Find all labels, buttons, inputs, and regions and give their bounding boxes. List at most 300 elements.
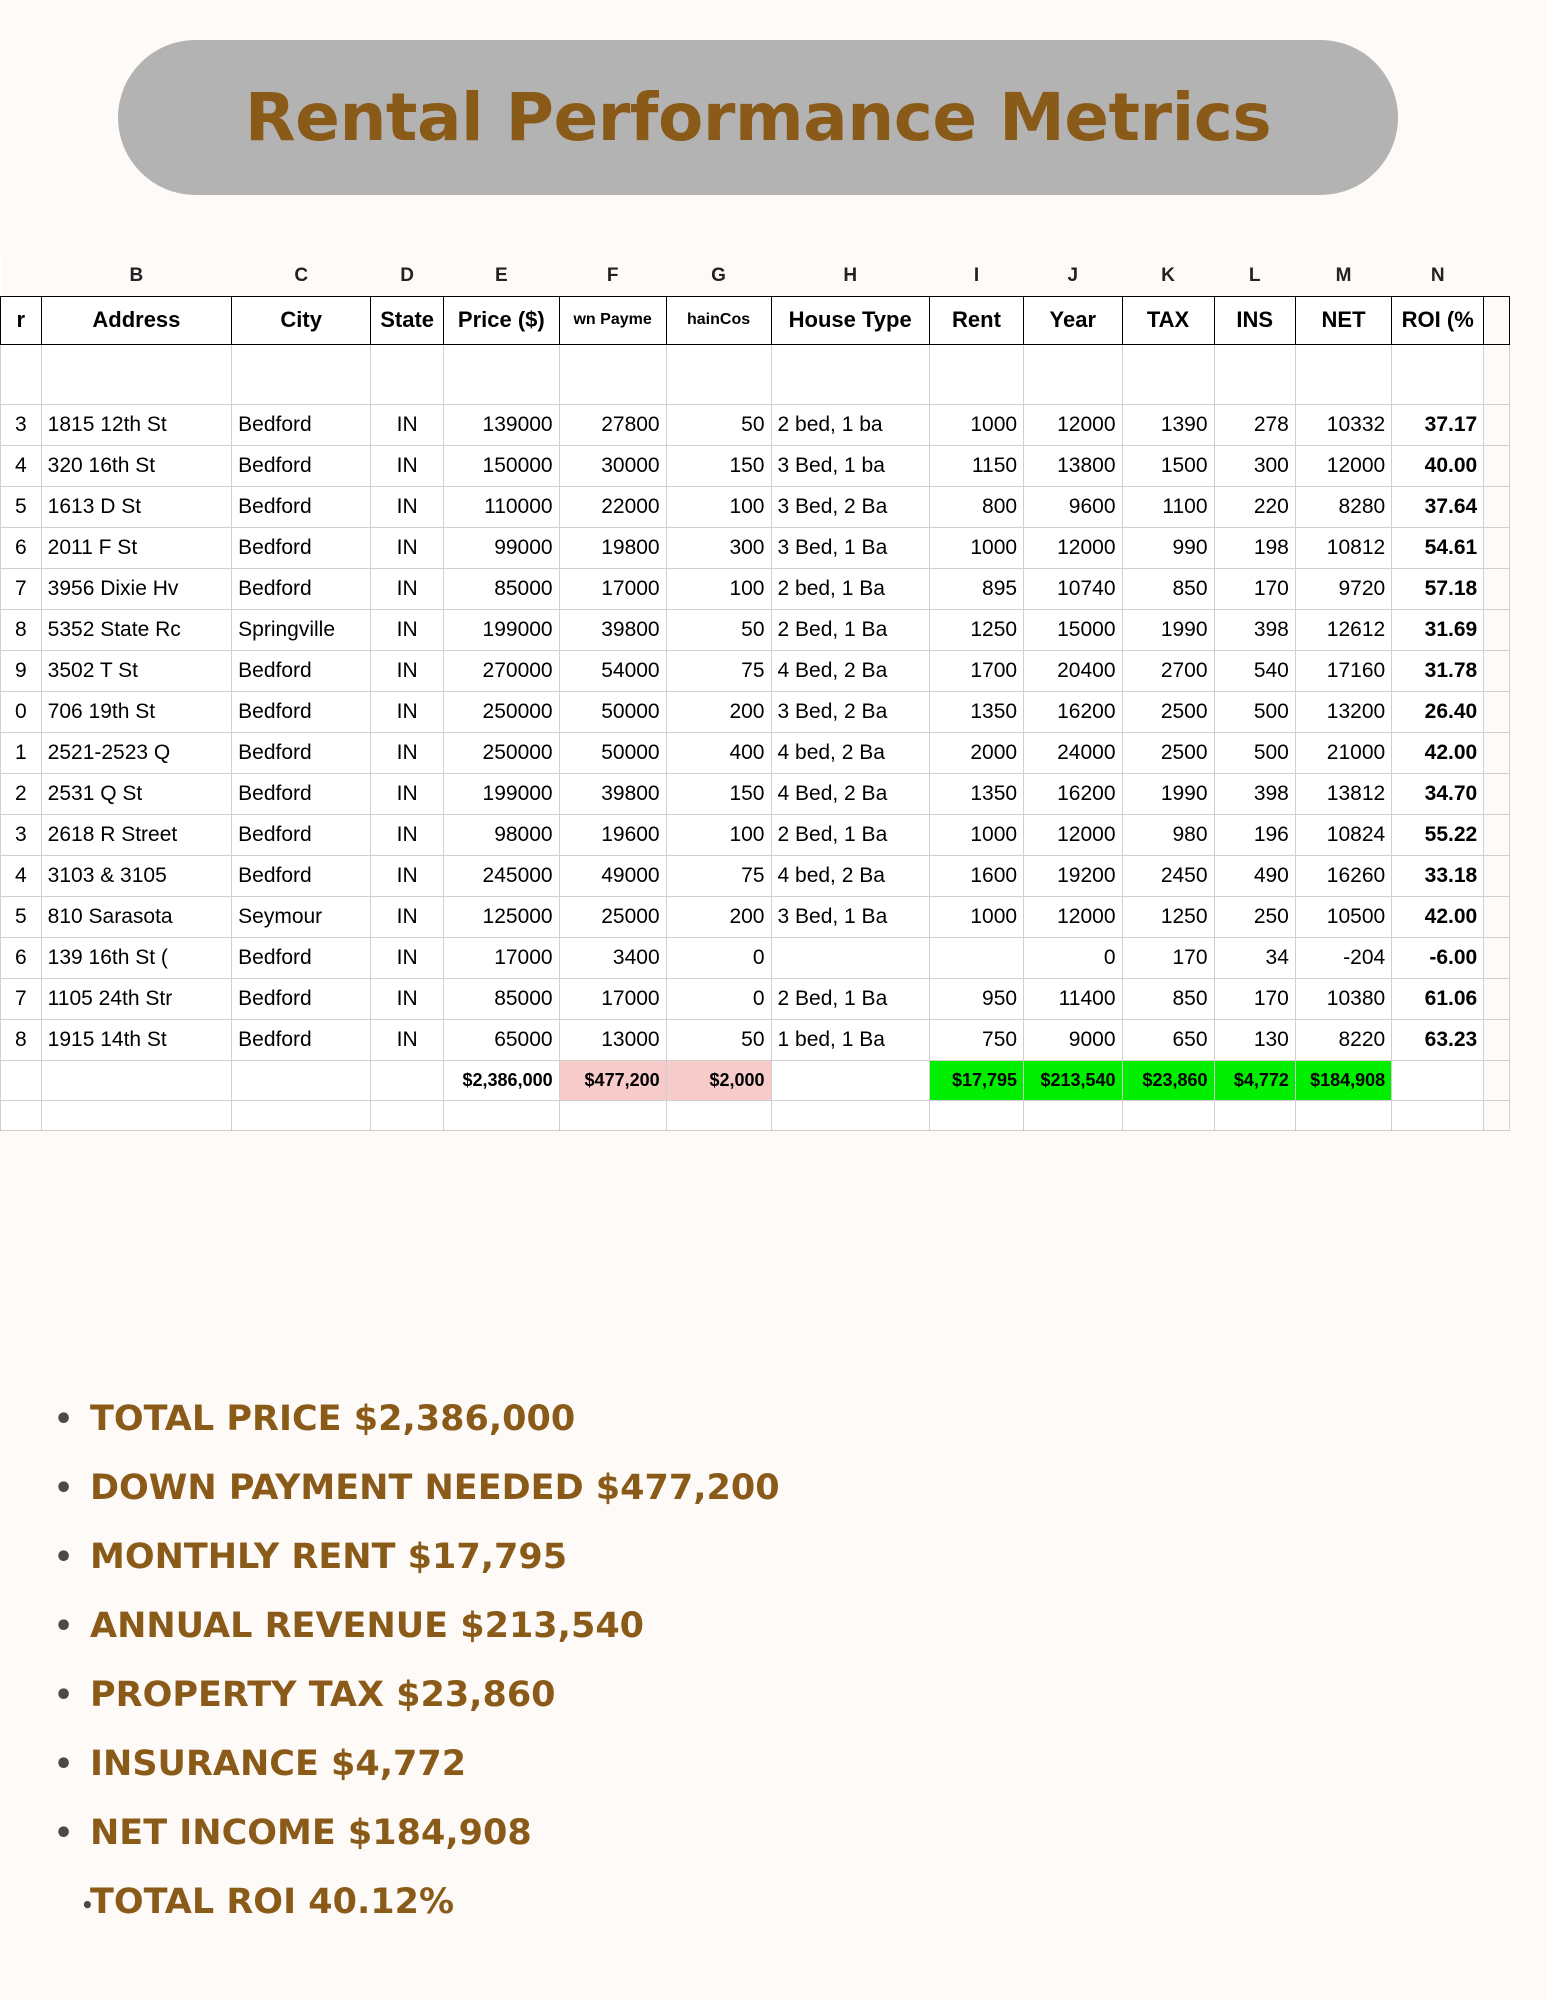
cell-price: 270000 — [444, 650, 560, 691]
cell-address: 1105 24th Str — [41, 978, 231, 1019]
cell-year: 19200 — [1024, 855, 1122, 896]
cell-house-type: 3 Bed, 2 Ba — [771, 691, 929, 732]
cell-address: 1915 14th St — [41, 1019, 231, 1060]
header-ins: INS — [1214, 296, 1295, 344]
header-address: Address — [41, 296, 231, 344]
cell-price: 98000 — [444, 814, 560, 855]
cell-state: IN — [371, 486, 444, 527]
cell-ins: 500 — [1214, 732, 1295, 773]
table-row[interactable] — [1, 814, 1510, 855]
cell-tax: 1250 — [1122, 896, 1214, 937]
cell-year: 12000 — [1024, 814, 1122, 855]
total-maintenance: $2,000 — [666, 1060, 771, 1100]
col-letter-e[interactable]: E — [444, 256, 560, 296]
cell-city: Bedford — [232, 773, 371, 814]
cell-net: 9720 — [1295, 568, 1391, 609]
col-letter — [1, 256, 42, 296]
cell-house-type: 3 Bed, 1 ba — [771, 445, 929, 486]
cell-price: 99000 — [444, 527, 560, 568]
cell-tax: 170 — [1122, 937, 1214, 978]
cell-pad — [1484, 855, 1510, 896]
cell-address: 3103 & 3105 — [41, 855, 231, 896]
cell-maintenance: 50 — [666, 404, 771, 445]
cell-year: 10740 — [1024, 568, 1122, 609]
spreadsheet — [0, 256, 1510, 1131]
spacer-cell — [1295, 344, 1391, 404]
cell-rent: 2000 — [929, 732, 1023, 773]
cell-rent: 1350 — [929, 691, 1023, 732]
table-row[interactable] — [1, 978, 1510, 1019]
table-row[interactable] — [1, 855, 1510, 896]
header-city: City — [232, 296, 371, 344]
cell-house-type: 1 bed, 1 Ba — [771, 1019, 929, 1060]
cell-row-number: 7 — [1, 978, 42, 1019]
trailing-cell — [666, 1100, 771, 1130]
cell-row-number: 8 — [1, 1019, 42, 1060]
trailing-cell — [1214, 1100, 1295, 1130]
col-letter-c[interactable]: C — [232, 256, 371, 296]
summary-list — [40, 1385, 1460, 1937]
cell-rent: 1000 — [929, 404, 1023, 445]
cell-net: 13200 — [1295, 691, 1391, 732]
cell-rent: 950 — [929, 978, 1023, 1019]
cell-address: 706 19th St — [41, 691, 231, 732]
spacer-cell — [559, 344, 666, 404]
cell-down-payment: 17000 — [559, 978, 666, 1019]
cell-state: IN — [371, 773, 444, 814]
cell-down-payment: 30000 — [559, 445, 666, 486]
totals-pad — [1484, 1060, 1510, 1100]
total-net-income: $184,908 — [1295, 1060, 1391, 1100]
cell-tax: 990 — [1122, 527, 1214, 568]
cell-maintenance: 0 — [666, 937, 771, 978]
cell-net: 8280 — [1295, 486, 1391, 527]
cell-ins: 170 — [1214, 568, 1295, 609]
cell-rent: 1350 — [929, 773, 1023, 814]
cell-row-number: 1 — [1, 732, 42, 773]
cell-house-type: 3 Bed, 1 Ba — [771, 896, 929, 937]
cell-net: 16260 — [1295, 855, 1391, 896]
cell-rent: 895 — [929, 568, 1023, 609]
cell-row-number: 4 — [1, 445, 42, 486]
cell-price: 125000 — [444, 896, 560, 937]
table-row[interactable] — [1, 1019, 1510, 1060]
cell-house-type: 4 Bed, 2 Ba — [771, 650, 929, 691]
spacer-cell — [1024, 344, 1122, 404]
cell-pad — [1484, 527, 1510, 568]
cell-address: 2531 Q St — [41, 773, 231, 814]
cell-pad — [1484, 609, 1510, 650]
summary-section — [40, 1385, 1460, 1937]
col-letter-f[interactable]: F — [559, 256, 666, 296]
cell-year: 12000 — [1024, 527, 1122, 568]
cell-year: 12000 — [1024, 896, 1122, 937]
totals-row — [1, 1060, 1510, 1100]
spacer-cell — [929, 344, 1023, 404]
cell-city: Bedford — [232, 1019, 371, 1060]
cell-roi: 33.18 — [1392, 855, 1484, 896]
cell-price: 65000 — [444, 1019, 560, 1060]
cell-roi: 42.00 — [1392, 732, 1484, 773]
col-letter-pad — [1484, 256, 1510, 296]
trailing-cell — [1295, 1100, 1391, 1130]
cell-row-number: 5 — [1, 486, 42, 527]
cell-house-type: 4 bed, 2 Ba — [771, 855, 929, 896]
header-rent: Rent — [929, 296, 1023, 344]
summary-item-insurance: • INSURANCE $4,772 — [90, 1730, 1460, 1799]
cell-tax: 2450 — [1122, 855, 1214, 896]
trailing-cell — [1392, 1100, 1484, 1130]
cell-city: Bedford — [232, 404, 371, 445]
cell-maintenance: 50 — [666, 609, 771, 650]
cell-row-number: 7 — [1, 568, 42, 609]
table-header-row — [1, 296, 1510, 344]
cell-address: 1815 12th St — [41, 404, 231, 445]
table-row[interactable] — [1, 896, 1510, 937]
cell-year: 11400 — [1024, 978, 1122, 1019]
col-letter-l[interactable]: L — [1214, 256, 1295, 296]
cell-pad — [1484, 814, 1510, 855]
cell-price: 199000 — [444, 773, 560, 814]
totals-blank — [1392, 1060, 1484, 1100]
header-year: Year — [1024, 296, 1122, 344]
cell-rent: 1250 — [929, 609, 1023, 650]
col-letter-m[interactable]: M — [1295, 256, 1391, 296]
cell-ins: 500 — [1214, 691, 1295, 732]
table-row[interactable] — [1, 773, 1510, 814]
col-letter-i[interactable]: I — [929, 256, 1023, 296]
cell-pad — [1484, 896, 1510, 937]
cell-net: -204 — [1295, 937, 1391, 978]
cell-tax: 2700 — [1122, 650, 1214, 691]
table-row[interactable] — [1, 937, 1510, 978]
cell-maintenance: 100 — [666, 486, 771, 527]
cell-price: 85000 — [444, 568, 560, 609]
cell-ins: 196 — [1214, 814, 1295, 855]
header-house-type: House Type — [771, 296, 929, 344]
cell-year: 9600 — [1024, 486, 1122, 527]
table-row[interactable] — [1, 404, 1510, 445]
spacer-row — [1, 344, 1510, 404]
total-rent: $17,795 — [929, 1060, 1023, 1100]
spacer-cell — [1484, 344, 1510, 404]
cell-maintenance: 150 — [666, 445, 771, 486]
cell-roi: -6.00 — [1392, 937, 1484, 978]
cell-down-payment: 25000 — [559, 896, 666, 937]
table-row[interactable] — [1, 691, 1510, 732]
cell-down-payment: 22000 — [559, 486, 666, 527]
header-net: NET — [1295, 296, 1391, 344]
cell-price: 250000 — [444, 732, 560, 773]
total-annual-revenue: $213,540 — [1024, 1060, 1122, 1100]
summary-item-total-roi: • TOTAL ROI 40.12% — [90, 1868, 1460, 1937]
cell-tax: 1500 — [1122, 445, 1214, 486]
cell-net: 13812 — [1295, 773, 1391, 814]
cell-net: 10500 — [1295, 896, 1391, 937]
trailing-cell — [371, 1100, 444, 1130]
summary-item-total-price: • TOTAL PRICE $2,386,000 — [90, 1385, 1460, 1454]
cell-row-number: 2 — [1, 773, 42, 814]
cell-house-type: 4 Bed, 2 Ba — [771, 773, 929, 814]
cell-state: IN — [371, 609, 444, 650]
header-roi: ROI (% — [1392, 296, 1484, 344]
cell-maintenance: 100 — [666, 814, 771, 855]
trailing-cell — [771, 1100, 929, 1130]
cell-tax: 1990 — [1122, 609, 1214, 650]
cell-ins: 34 — [1214, 937, 1295, 978]
spacer-cell — [1, 344, 42, 404]
cell-state: IN — [371, 691, 444, 732]
cell-row-number: 9 — [1, 650, 42, 691]
table-row[interactable] — [1, 445, 1510, 486]
cell-house-type: 2 bed, 1 ba — [771, 404, 929, 445]
cell-pad — [1484, 445, 1510, 486]
spacer-cell — [444, 344, 560, 404]
cell-year: 20400 — [1024, 650, 1122, 691]
cell-rent: 1000 — [929, 814, 1023, 855]
cell-house-type: 3 Bed, 2 Ba — [771, 486, 929, 527]
cell-city: Seymour — [232, 896, 371, 937]
spacer-cell — [41, 344, 231, 404]
cell-roi: 40.00 — [1392, 445, 1484, 486]
cell-address: 2011 F St — [41, 527, 231, 568]
cell-tax: 1100 — [1122, 486, 1214, 527]
cell-ins: 130 — [1214, 1019, 1295, 1060]
cell-year: 16200 — [1024, 773, 1122, 814]
cell-city: Bedford — [232, 814, 371, 855]
cell-row-number: 4 — [1, 855, 42, 896]
cell-state: IN — [371, 650, 444, 691]
spacer-cell — [1122, 344, 1214, 404]
cell-state: IN — [371, 1019, 444, 1060]
column-letter-row — [1, 256, 1510, 296]
summary-item-property-tax: • PROPERTY TAX $23,860 — [90, 1661, 1460, 1730]
total-insurance: $4,772 — [1214, 1060, 1295, 1100]
cell-pad — [1484, 568, 1510, 609]
cell-roi: 26.40 — [1392, 691, 1484, 732]
cell-ins: 540 — [1214, 650, 1295, 691]
summary-item-down-payment: • DOWN PAYMENT NEEDED $477,200 — [90, 1454, 1460, 1523]
cell-price: 150000 — [444, 445, 560, 486]
cell-maintenance: 150 — [666, 773, 771, 814]
cell-pad — [1484, 732, 1510, 773]
cell-maintenance: 75 — [666, 855, 771, 896]
cell-roi: 37.64 — [1392, 486, 1484, 527]
cell-address: 2521-2523 Q — [41, 732, 231, 773]
cell-row-number: 3 — [1, 814, 42, 855]
spacer-cell — [666, 344, 771, 404]
title-banner — [118, 40, 1398, 195]
cell-tax: 850 — [1122, 978, 1214, 1019]
cell-pad — [1484, 691, 1510, 732]
cell-net: 10380 — [1295, 978, 1391, 1019]
cell-ins: 398 — [1214, 609, 1295, 650]
cell-address: 810 Sarasota — [41, 896, 231, 937]
cell-price: 250000 — [444, 691, 560, 732]
header-price: Price ($) — [444, 296, 560, 344]
trailing-row — [1, 1100, 1510, 1130]
cell-house-type — [771, 937, 929, 978]
cell-net: 21000 — [1295, 732, 1391, 773]
summary-item-annual-revenue: • ANNUAL REVENUE $213,540 — [90, 1592, 1460, 1661]
table-row[interactable] — [1, 568, 1510, 609]
col-letter-n[interactable]: N — [1392, 256, 1484, 296]
cell-rent: 1600 — [929, 855, 1023, 896]
cell-ins: 250 — [1214, 896, 1295, 937]
cell-net: 12000 — [1295, 445, 1391, 486]
cell-state: IN — [371, 404, 444, 445]
cell-row-number: 6 — [1, 527, 42, 568]
table-row[interactable] — [1, 486, 1510, 527]
header-tax: TAX — [1122, 296, 1214, 344]
cell-maintenance: 100 — [666, 568, 771, 609]
trailing-cell — [1122, 1100, 1214, 1130]
cell-price: 17000 — [444, 937, 560, 978]
cell-roi: 31.69 — [1392, 609, 1484, 650]
cell-rent: 1700 — [929, 650, 1023, 691]
cell-down-payment: 19800 — [559, 527, 666, 568]
cell-year: 0 — [1024, 937, 1122, 978]
cell-state: IN — [371, 896, 444, 937]
cell-tax: 2500 — [1122, 732, 1214, 773]
trailing-cell — [232, 1100, 371, 1130]
summary-item-monthly-rent: • MONTHLY RENT $17,795 — [90, 1523, 1460, 1592]
cell-address: 3502 T St — [41, 650, 231, 691]
cell-state: IN — [371, 732, 444, 773]
totals-blank — [41, 1060, 231, 1100]
cell-roi: 34.70 — [1392, 773, 1484, 814]
cell-ins: 198 — [1214, 527, 1295, 568]
cell-state: IN — [371, 978, 444, 1019]
col-letter-g[interactable]: G — [666, 256, 771, 296]
cell-city: Bedford — [232, 937, 371, 978]
cell-price: 139000 — [444, 404, 560, 445]
cell-year: 12000 — [1024, 404, 1122, 445]
cell-city: Bedford — [232, 445, 371, 486]
cell-year: 16200 — [1024, 691, 1122, 732]
cell-down-payment: 39800 — [559, 609, 666, 650]
cell-down-payment: 27800 — [559, 404, 666, 445]
cell-net: 12612 — [1295, 609, 1391, 650]
cell-city: Bedford — [232, 855, 371, 896]
cell-city: Springville — [232, 609, 371, 650]
summary-item-net-income: • NET INCOME $184,908 — [90, 1799, 1460, 1868]
cell-city: Bedford — [232, 732, 371, 773]
cell-pad — [1484, 486, 1510, 527]
cell-maintenance: 75 — [666, 650, 771, 691]
cell-state: IN — [371, 855, 444, 896]
cell-address: 3956 Dixie Hv — [41, 568, 231, 609]
cell-state: IN — [371, 568, 444, 609]
col-letter-d[interactable]: D — [371, 256, 444, 296]
header-pad — [1484, 296, 1510, 344]
trailing-cell — [1, 1100, 42, 1130]
table-row[interactable] — [1, 527, 1510, 568]
cell-price: 199000 — [444, 609, 560, 650]
total-down-payment: $477,200 — [559, 1060, 666, 1100]
cell-down-payment: 17000 — [559, 568, 666, 609]
totals-blank — [232, 1060, 371, 1100]
totals-blank — [1, 1060, 42, 1100]
cell-state: IN — [371, 527, 444, 568]
totals-blank — [371, 1060, 444, 1100]
cell-year: 15000 — [1024, 609, 1122, 650]
cell-year: 9000 — [1024, 1019, 1122, 1060]
cell-tax: 850 — [1122, 568, 1214, 609]
cell-maintenance: 400 — [666, 732, 771, 773]
cell-pad — [1484, 650, 1510, 691]
cell-pad — [1484, 1019, 1510, 1060]
col-letter-h[interactable]: H — [771, 256, 929, 296]
header-state: State — [371, 296, 444, 344]
col-letter-b[interactable]: B — [41, 256, 231, 296]
cell-price: 110000 — [444, 486, 560, 527]
table-row[interactable] — [1, 609, 1510, 650]
trailing-cell — [444, 1100, 560, 1130]
cell-ins: 278 — [1214, 404, 1295, 445]
cell-down-payment: 19600 — [559, 814, 666, 855]
cell-maintenance: 0 — [666, 978, 771, 1019]
cell-maintenance: 200 — [666, 691, 771, 732]
cell-roi: 54.61 — [1392, 527, 1484, 568]
cell-address: 320 16th St — [41, 445, 231, 486]
cell-city: Bedford — [232, 978, 371, 1019]
totals-blank — [771, 1060, 929, 1100]
cell-price: 245000 — [444, 855, 560, 896]
cell-house-type: 3 Bed, 1 Ba — [771, 527, 929, 568]
cell-price: 85000 — [444, 978, 560, 1019]
cell-roi: 63.23 — [1392, 1019, 1484, 1060]
cell-maintenance: 50 — [666, 1019, 771, 1060]
cell-ins: 490 — [1214, 855, 1295, 896]
cell-ins: 220 — [1214, 486, 1295, 527]
trailing-pad — [1484, 1100, 1510, 1130]
total-tax: $23,860 — [1122, 1060, 1214, 1100]
table-row[interactable] — [1, 732, 1510, 773]
cell-address: 5352 State Rc — [41, 609, 231, 650]
cell-ins: 398 — [1214, 773, 1295, 814]
cell-net: 10824 — [1295, 814, 1391, 855]
cell-row-number: 3 — [1, 404, 42, 445]
cell-roi: 37.17 — [1392, 404, 1484, 445]
cell-down-payment: 50000 — [559, 732, 666, 773]
trailing-cell — [929, 1100, 1023, 1130]
trailing-cell — [559, 1100, 666, 1130]
col-letter-j[interactable]: J — [1024, 256, 1122, 296]
cell-tax: 980 — [1122, 814, 1214, 855]
cell-row-number: 6 — [1, 937, 42, 978]
cell-city: Bedford — [232, 527, 371, 568]
cell-house-type: 4 bed, 2 Ba — [771, 732, 929, 773]
cell-roi: 57.18 — [1392, 568, 1484, 609]
cell-city: Bedford — [232, 650, 371, 691]
trailing-cell — [1024, 1100, 1122, 1130]
cell-maintenance: 300 — [666, 527, 771, 568]
rental-table — [0, 256, 1510, 1131]
cell-net: 8220 — [1295, 1019, 1391, 1060]
table-row[interactable] — [1, 650, 1510, 691]
cell-down-payment: 49000 — [559, 855, 666, 896]
spacer-cell — [371, 344, 444, 404]
col-letter-k[interactable]: K — [1122, 256, 1214, 296]
spacer-cell — [1392, 344, 1484, 404]
header-row-number: r — [1, 296, 42, 344]
header-down-payment: wn Payme — [559, 296, 666, 344]
spacer-cell — [771, 344, 929, 404]
cell-row-number: 5 — [1, 896, 42, 937]
cell-pad — [1484, 773, 1510, 814]
cell-year: 24000 — [1024, 732, 1122, 773]
